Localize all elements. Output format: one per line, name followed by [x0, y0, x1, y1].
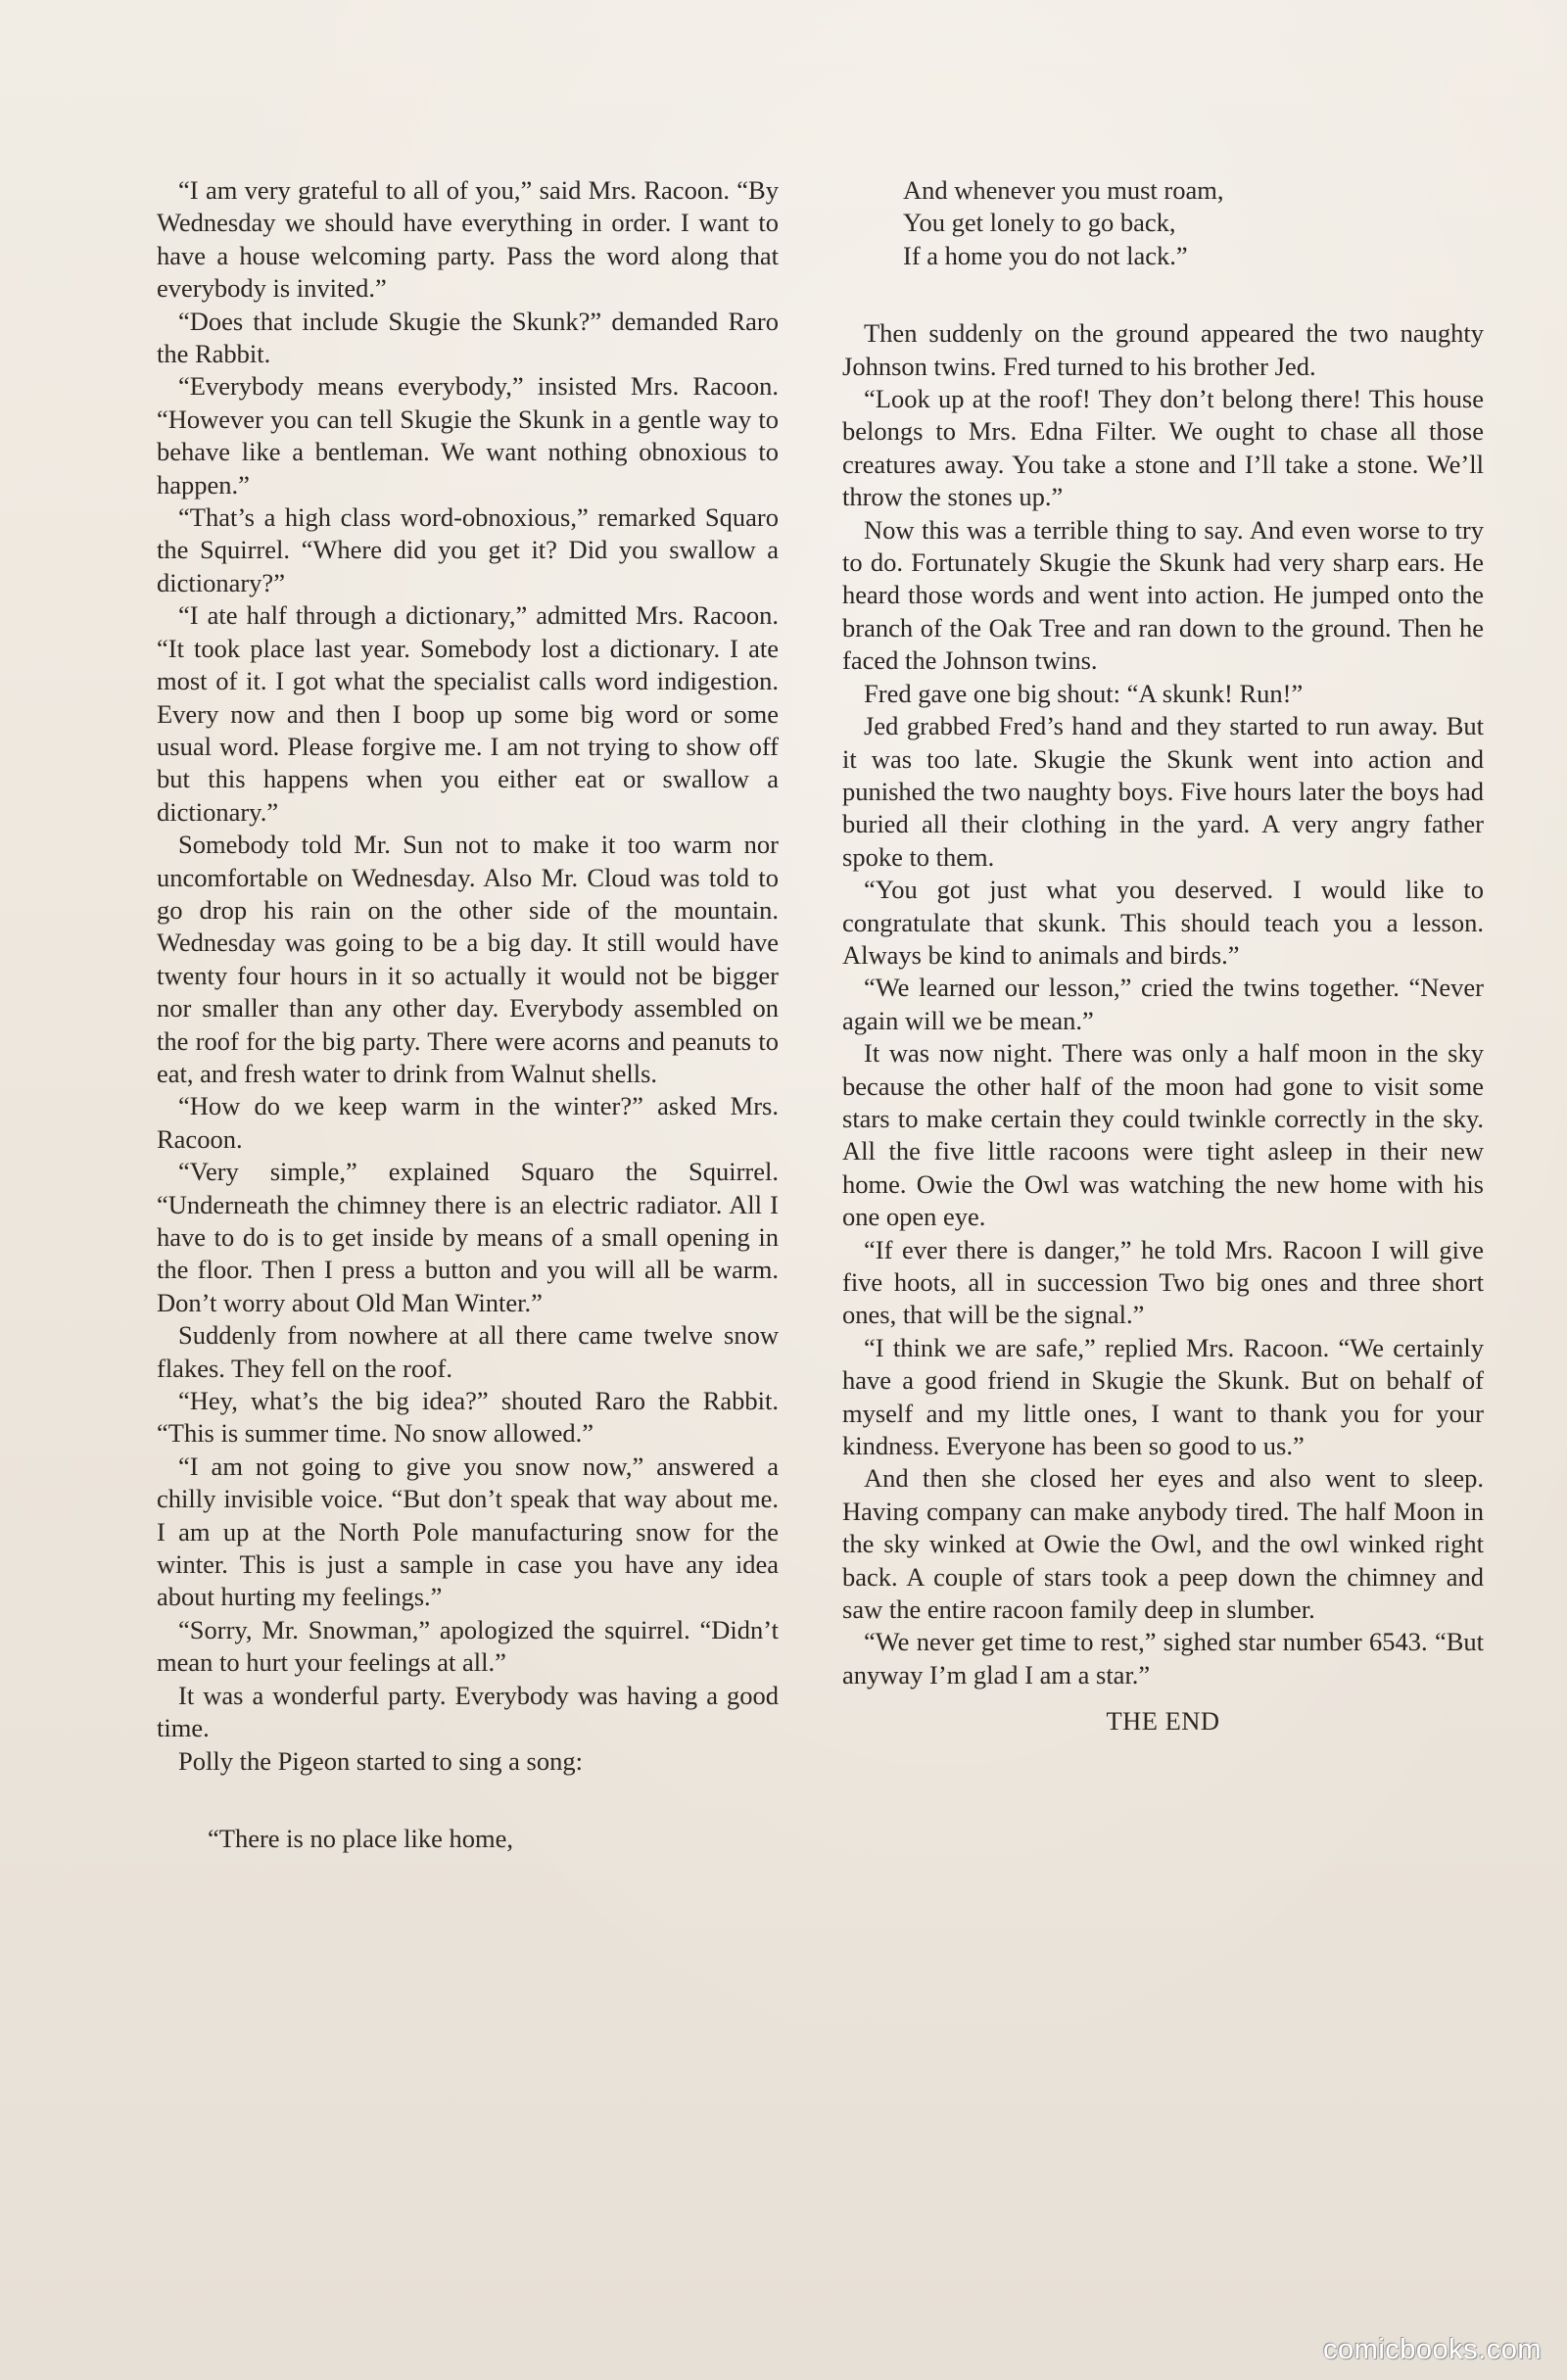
paragraph: “Does that include Skugie the Skunk?” demanded Raro the Rabbit.: [157, 306, 779, 369]
paragraph: “Everybody means everybody,” insisted Mrs. Racoon. “However you can tell Skugie the Skunk in a gentle way to behave like a bentleman. We want nothing obnoxious to happen.”: [157, 371, 779, 500]
song-verse-start: [157, 1823, 779, 1855]
paragraph: “How do we keep warm in the winter?” asked Mrs. Racoon.: [157, 1091, 779, 1154]
paragraph: Now this was a terrible thing to say. And even worse to try to do. Fortunately Skugie the Skunk had very sharp ears. He heard those words and went into action. He jumped onto the branch of the Oak Tree and ran down to the ground. Then he faced the Johnson twins.: [842, 514, 1484, 676]
paragraph: “Look up at the roof! They don’t belong there! This house belongs to Mrs. Edna Filter. We ought to chase all those creatures away. You take a stone and I’ll take a stone. We’ll throw the stones up.”: [842, 384, 1484, 512]
paragraph: Somebody told Mr. Sun not to make it too warm nor uncomfortable on Wednesday. Also Mr. Cloud was told to go drop his rain on the other side of the mountain. Wednesday was going to be a big day. It still would have twenty four hours in it so actually it would not be bigger nor smaller than any other day. Everybody assembled on the roof for the big party. There were acorns and peanuts to eat, and fresh water to drink from Walnut shells.: [157, 830, 779, 1088]
paragraph: “You got just what you deserved. I would like to congratulate that skunk. This should teach you a lesson. Always be kind to animals and birds.”: [842, 875, 1484, 970]
the-end-label: THE END: [1106, 1706, 1220, 1737]
verse-line: If a home you do not lack.”: [903, 240, 1188, 270]
paragraph: “We never get time to rest,” sighed star number 6543. “But anyway I’m glad I am a star.”: [842, 1627, 1484, 1690]
paragraph: “I am very grateful to all of you,” said Mrs. Racoon. “By Wednesday we should have everything in order. I want to have a house welcoming party. Pass the word along that everybody is invited.”: [157, 175, 779, 304]
site-watermark: comicbooks.com: [1323, 2334, 1542, 2365]
verse-line: You get lonely to go back,: [903, 208, 1176, 238]
paragraph: Jed grabbed Fred’s hand and they started to run away. But it was too late. Skugie the Skunk went into action and punished the two naughty boys. Five hours later the boys had buried all their clothing in the yard. A very angry father spoke to them.: [842, 711, 1484, 872]
paragraph: “Very simple,” explained Squaro the Squirrel. “Underneath the chimney there is an electric radiator. All I have to do is to get inside by means of a small opening in the floor. Then I press a button and you will all be warm. Don’t worry about Old Man Winter.”: [157, 1157, 779, 1317]
paragraph: And then she closed her eyes and also went to sleep. Having company can make anybody tired. The half Moon in the sky winked at Owie the Owl, and the owl winked right back. A couple of stars took a peep down the chimney and saw the entire racoon family deep in slumber.: [842, 1463, 1484, 1625]
paragraph: “We learned our lesson,” cried the twins together. “Never again will we be mean.”: [842, 973, 1484, 1035]
paragraph: “Hey, what’s the big idea?” shouted Raro the Rabbit. “This is summer time. No snow allowed.”: [157, 1386, 779, 1449]
paragraph: It was now night. There was only a half moon in the sky because the other half of the moon had gone to visit some stars to make certain they could twinkle correctly in the sky. All the five little racoons were tight asleep in their new home. Owie the Owl was watching the new home with his one open eye.: [842, 1038, 1484, 1232]
paragraph: “I think we are safe,” replied Mrs. Racoon. “We certainly have a good friend in Skugie the Skunk. But on behalf of myself and my little ones, I want to thank you for your kindness. Everyone has been so good to us.”: [842, 1332, 1484, 1461]
verse-line: “There is no place like home,: [208, 1823, 513, 1853]
verse-line: And whenever you must roam,: [903, 175, 1224, 205]
paragraph: Fred gave one big shout: “A skunk! Run!”: [864, 678, 1304, 708]
paragraph: Polly the Pigeon started to sing a song:: [178, 1745, 583, 1776]
paragraph: “If ever there is danger,” he told Mrs. Racoon I will give five hoots, all in succession Two big ones and three short ones, that will be the signal.”: [842, 1234, 1484, 1330]
paragraph: It was a wonderful party. Everybody was having a good time.: [157, 1680, 779, 1743]
paragraph: “I ate half through a dictionary,” admitted Mrs. Racoon. “It took place last year. Somebody lost a dictionary. I ate most of it. I got what the specialist calls word indigestion. Every now and then I boop up some big word or some usual word. Please forgive me. I am not trying to show off but this happens when you either eat or swallow a dictionary.”: [157, 600, 779, 827]
left-text-column: [157, 174, 779, 1855]
paragraph: “That’s a high class word-obnoxious,” remarked Squaro the Squirrel. “Where did you get it? Did you swallow a dictionary?”: [157, 502, 779, 597]
paragraph: Then suddenly on the ground appeared the two naughty Johnson twins. Fred turned to his brother Jed.: [842, 318, 1484, 381]
song-verse-continued: [842, 174, 1484, 272]
paragraph: “Sorry, Mr. Snowman,” apologized the squirrel. “Didn’t mean to hurt your feelings at all.”: [157, 1614, 779, 1678]
paragraph: “I am not going to give you snow now,” answered a chilly invisible voice. “But don’t speak that way about me. I am up at the North Pole manufacturing snow for the winter. This is just a sample in case you have any idea about hurting my feelings.”: [157, 1451, 779, 1612]
right-text-column: [842, 174, 1484, 1738]
paragraph: Suddenly from nowhere at all there came twelve snow flakes. They fell on the roof.: [157, 1320, 779, 1383]
